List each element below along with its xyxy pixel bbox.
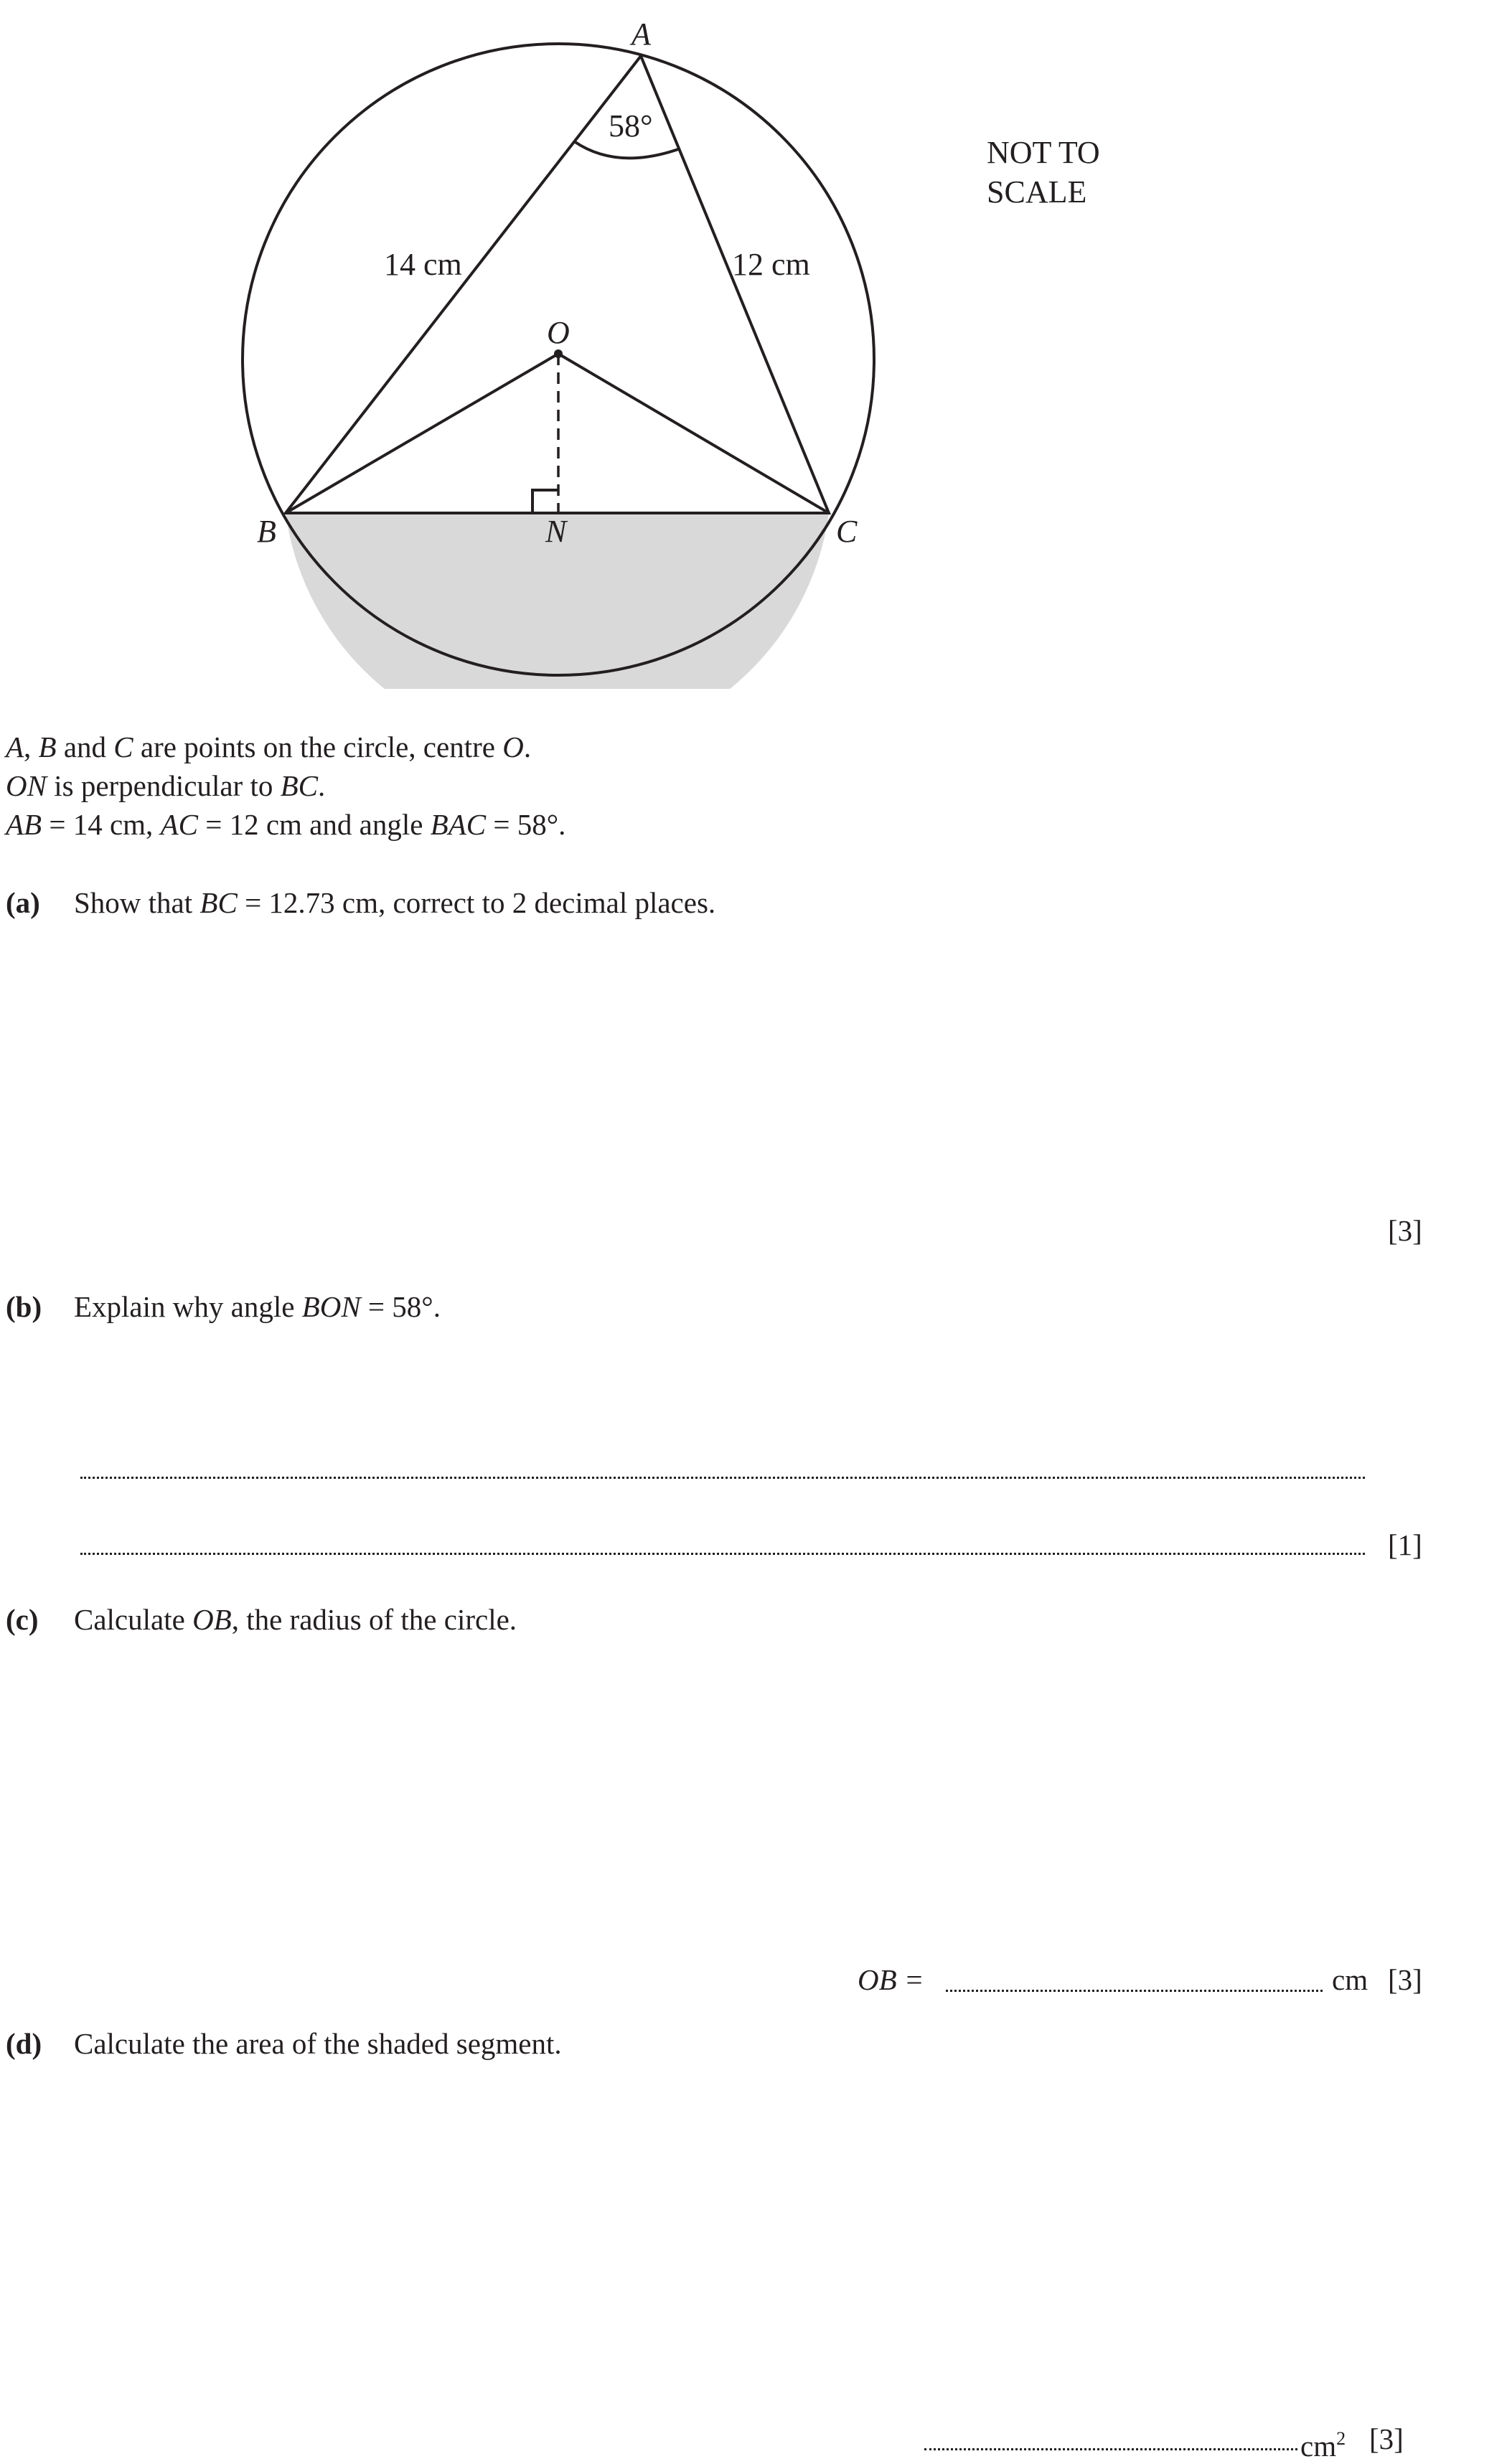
text-run: is perpendicular to <box>46 769 281 802</box>
math-variable: BC <box>199 886 238 919</box>
math-variable: B <box>38 730 57 763</box>
part-d-marks: [3] <box>1369 2422 1404 2455</box>
part-c-unit: cm <box>1332 1963 1368 1996</box>
part-d-unit-base: cm <box>1300 2430 1337 2463</box>
right-angle-marker <box>532 490 558 513</box>
part-b-answer-line-1[interactable] <box>80 1477 1365 1479</box>
text-run: Explain why angle <box>74 1290 302 1323</box>
math-variable: O <box>502 730 524 763</box>
text-run: Calculate <box>74 1603 193 1636</box>
math-variable: AB <box>6 808 42 841</box>
ab-length-label: 14 cm <box>384 247 462 282</box>
text-run: = 58°. <box>360 1290 441 1323</box>
label-c: C <box>836 514 858 549</box>
triangle-abc <box>286 56 829 513</box>
math-variable: A <box>6 730 24 763</box>
part-c-answer-label: OB = <box>858 1963 924 1996</box>
part-b-question <box>74 1289 441 1325</box>
part-a-question <box>74 885 715 921</box>
math-variable: ON <box>6 769 47 802</box>
text-run: = 58°. <box>486 808 566 841</box>
part-a-label: (a) <box>6 886 40 919</box>
part-d-label: (d) <box>6 2027 42 2060</box>
text-run: = 14 cm, <box>42 808 161 841</box>
part-a-marks: [3] <box>1388 1214 1422 1247</box>
math-variable: C <box>113 730 133 763</box>
text-run: = 12 cm and angle <box>197 808 431 841</box>
math-variable: OB <box>192 1603 232 1636</box>
part-d-unit-power: 2 <box>1336 2428 1346 2449</box>
part-b-label: (b) <box>6 1290 42 1323</box>
part-d-question <box>74 2026 562 2061</box>
text-run: Show that <box>74 886 200 919</box>
part-d-answer-line[interactable] <box>924 2448 1297 2450</box>
text-run: and <box>56 730 114 763</box>
text-run: = 12.73 cm, correct to 2 decimal places. <box>237 886 716 919</box>
part-b-marks: [1] <box>1388 1528 1422 1561</box>
segment-ob <box>286 354 558 513</box>
text-run: are points on the circle, centre <box>133 730 503 763</box>
part-d-unit <box>1300 2421 1346 2464</box>
note-line-1: NOT TO <box>987 135 1100 170</box>
centre-point <box>554 349 563 358</box>
part-c-question <box>74 1602 517 1637</box>
note-line-2: SCALE <box>987 174 1087 210</box>
text-run: , <box>24 730 39 763</box>
intro-line-3 <box>6 807 565 842</box>
math-variable: BON <box>301 1290 361 1323</box>
label-o: O <box>547 315 570 350</box>
intro-line-2 <box>6 768 325 804</box>
angle-label: 58° <box>609 108 653 144</box>
label-b: B <box>257 514 276 549</box>
math-variable: BC <box>280 769 318 802</box>
geometry-diagram <box>0 0 1507 689</box>
segment-oc <box>558 354 829 513</box>
part-b-answer-line-2[interactable] <box>80 1553 1365 1555</box>
label-n: N <box>545 514 567 549</box>
text-run: , the radius of the circle. <box>231 1603 517 1636</box>
part-c-label: (c) <box>6 1603 39 1636</box>
math-variable: AC <box>160 808 198 841</box>
angle-arc <box>574 141 680 158</box>
math-variable: BAC <box>430 808 487 841</box>
ac-length-label: 12 cm <box>732 247 810 282</box>
text-run: Calculate the area of the shaded segment. <box>74 2027 562 2060</box>
part-c-answer-line[interactable] <box>946 1990 1323 1992</box>
part-c-marks: [3] <box>1388 1963 1422 1996</box>
text-run: . <box>318 769 326 802</box>
text-run: . <box>523 730 532 763</box>
label-a: A <box>632 17 651 52</box>
not-to-scale-note <box>987 133 1100 212</box>
intro-line-1 <box>6 729 531 765</box>
